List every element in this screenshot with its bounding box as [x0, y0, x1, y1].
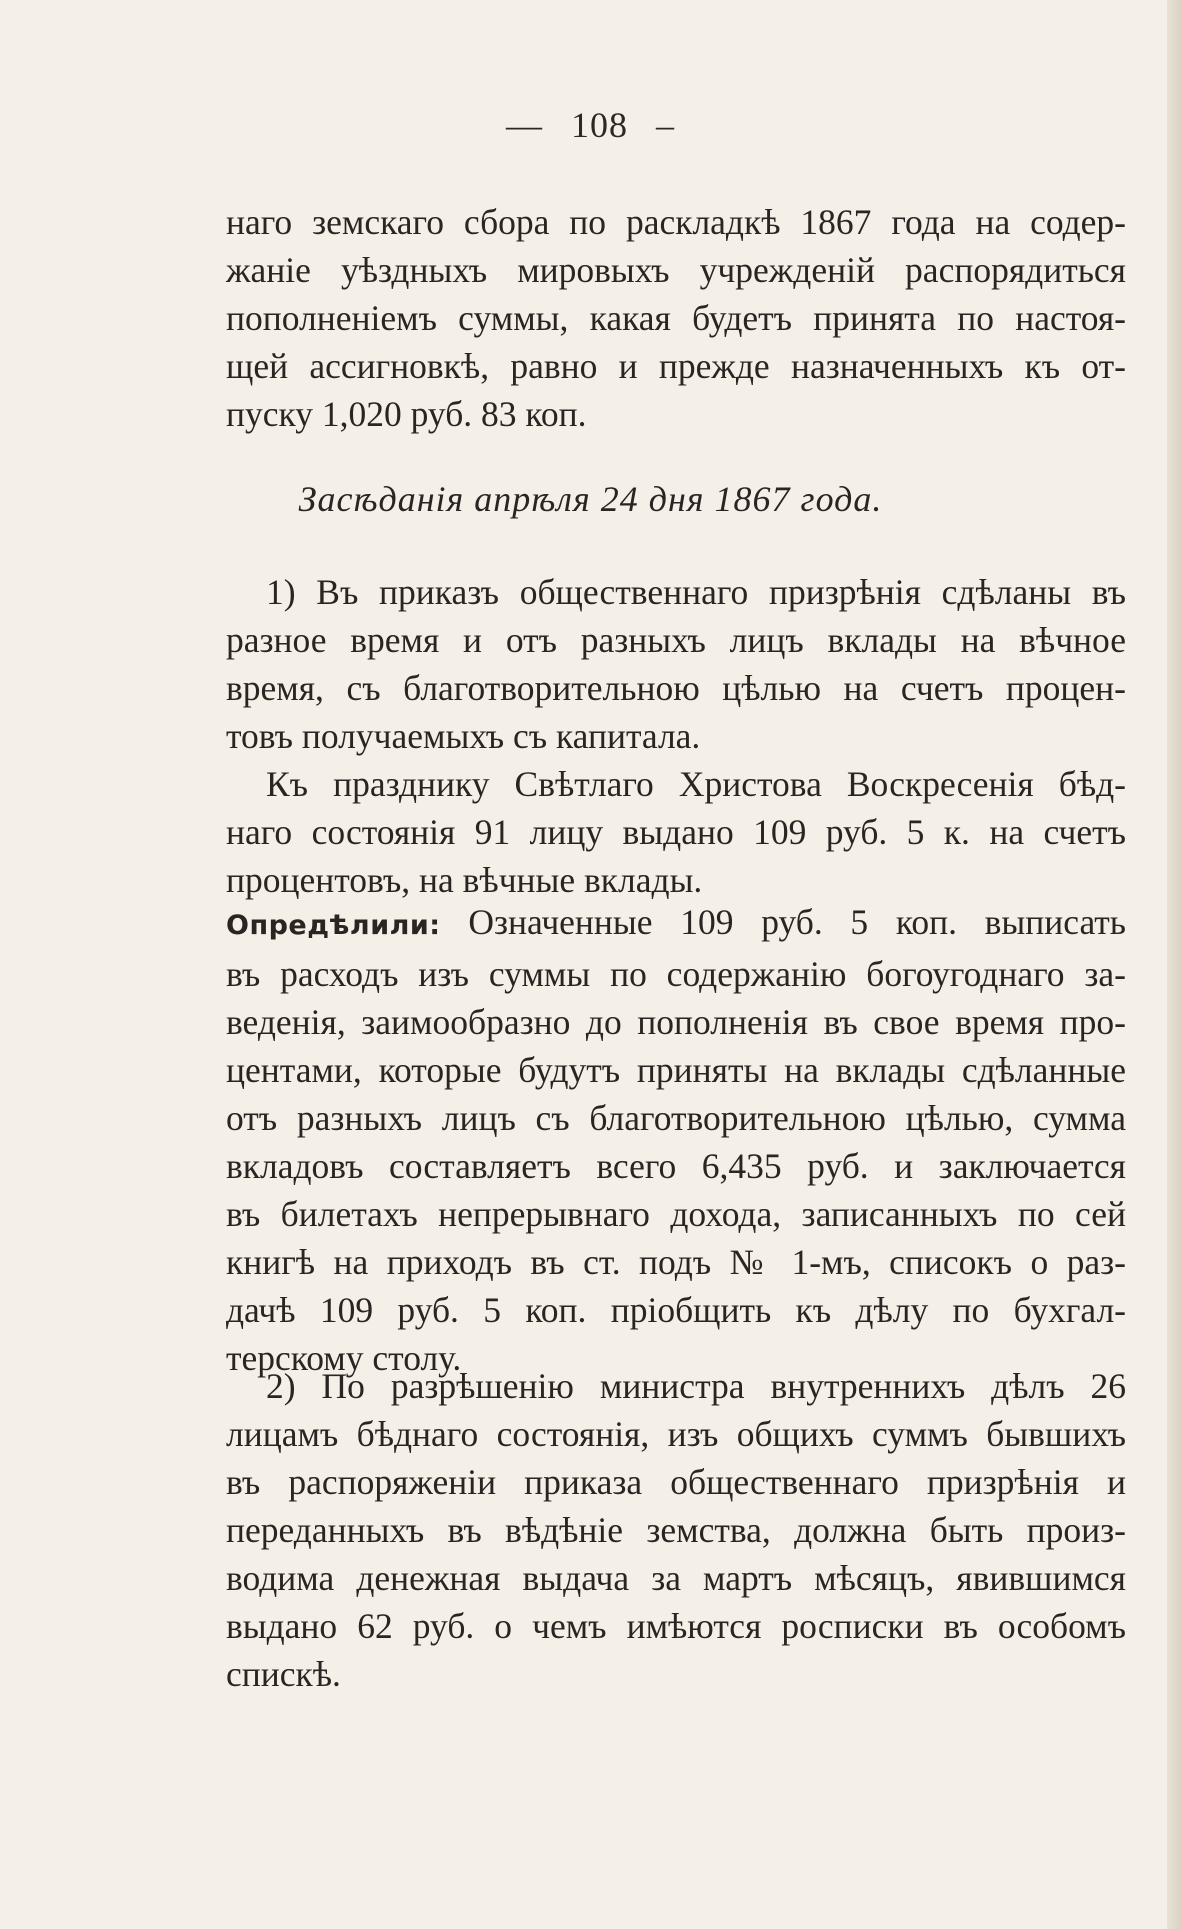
text-line: отъ разныхъ лицъ съ благотворительною цѣлью, сумма — [226, 1098, 1126, 1138]
text-line: въ распоряженіи приказа общественнаго призрѣнія и — [226, 1462, 1126, 1502]
text-line: книгѣ на приходъ въ ст. подъ № 1-мъ, списокъ о раз- — [226, 1242, 1126, 1282]
page-number — [0, 104, 1181, 146]
text-line: время, съ благотворительною цѣлью на счетъ процен- — [226, 668, 1126, 708]
text-line: жаніе уѣздныхъ мировыхъ учрежденій распорядиться — [226, 250, 1126, 290]
paragraph-resolution — [226, 898, 1126, 1382]
paragraph-item-1 — [226, 568, 1126, 904]
resolution-first-line: Означенные 109 руб. 5 коп. выписать — [468, 902, 1127, 942]
text-line: терскому столу. — [226, 1338, 462, 1378]
text-line: товъ получаемыхъ съ капитала. — [226, 716, 701, 756]
text-line: спискѣ. — [226, 1654, 341, 1694]
paragraph-continuation — [226, 198, 1126, 438]
text-line: 1) Въ приказъ общественнаго призрѣнія сдѣланы въ — [266, 572, 1126, 612]
text-line: пополненіемъ суммы, какая будетъ принята по настоя- — [226, 298, 1126, 338]
text-line: лицамъ бѣднаго состоянія, изъ общихъ суммъ бывшихъ — [226, 1414, 1126, 1454]
text-line: выдано 62 руб. о чемъ имѣются росписки въ особомъ — [226, 1606, 1126, 1646]
session-heading: Засѣданія апрѣля 24 дня 1867 года. — [298, 479, 883, 519]
text-line: 2) По разрѣшенію министра внутреннихъ дѣлъ 26 — [266, 1366, 1126, 1406]
text-line: въ билетахъ непрерывнаго дохода, записанныхъ по сей — [226, 1194, 1126, 1234]
text-line: процентовъ, на вѣчные вклады. — [226, 860, 703, 900]
text-line: переданныхъ въ вѣдѣніе земства, должна быть произ- — [226, 1510, 1126, 1550]
page-edge — [1167, 0, 1181, 1929]
text-line: разное время и отъ разныхъ лицъ вклады на вѣчное — [226, 620, 1126, 660]
page-number-value: 108 — [571, 105, 628, 145]
page-number-dash-right: – — [656, 105, 675, 145]
text-line: центами, которые будутъ приняты на вклады сдѣланные — [226, 1050, 1126, 1090]
text-line: дачѣ 109 руб. 5 коп. пріобщить къ дѣлу по бухгал- — [226, 1290, 1126, 1330]
text-line: наго состоянія 91 лицу выдано 109 руб. 5 к. на счетъ — [226, 812, 1126, 852]
text-line: водима денежная выдача за мартъ мѣсяцъ, явившимся — [226, 1558, 1126, 1598]
text-line: щей ассигновкѣ, равно и прежде назначенныхъ къ от- — [226, 346, 1126, 386]
paragraph-item-2 — [226, 1362, 1126, 1698]
text-line: въ расходъ изъ суммы по содержанію богоугоднаго за- — [226, 954, 1126, 994]
text-line: вкладовъ составляетъ всего 6,435 руб. и заключается — [226, 1146, 1126, 1186]
text-line: Къ празднику Свѣтлаго Христова Воскресенія бѣд- — [266, 764, 1126, 804]
text-line: наго земскаго сбора по раскладкѣ 1867 года на содер- — [226, 202, 1126, 242]
text-line — [226, 898, 1126, 950]
resolution-label: Опредѣлили: — [226, 910, 441, 941]
text-line: пуску 1,020 руб. 83 коп. — [226, 394, 587, 434]
text-line: веденія, заимообразно до пополненія въ свое время про- — [226, 1002, 1126, 1042]
page-number-dash-left: — — [506, 105, 543, 145]
